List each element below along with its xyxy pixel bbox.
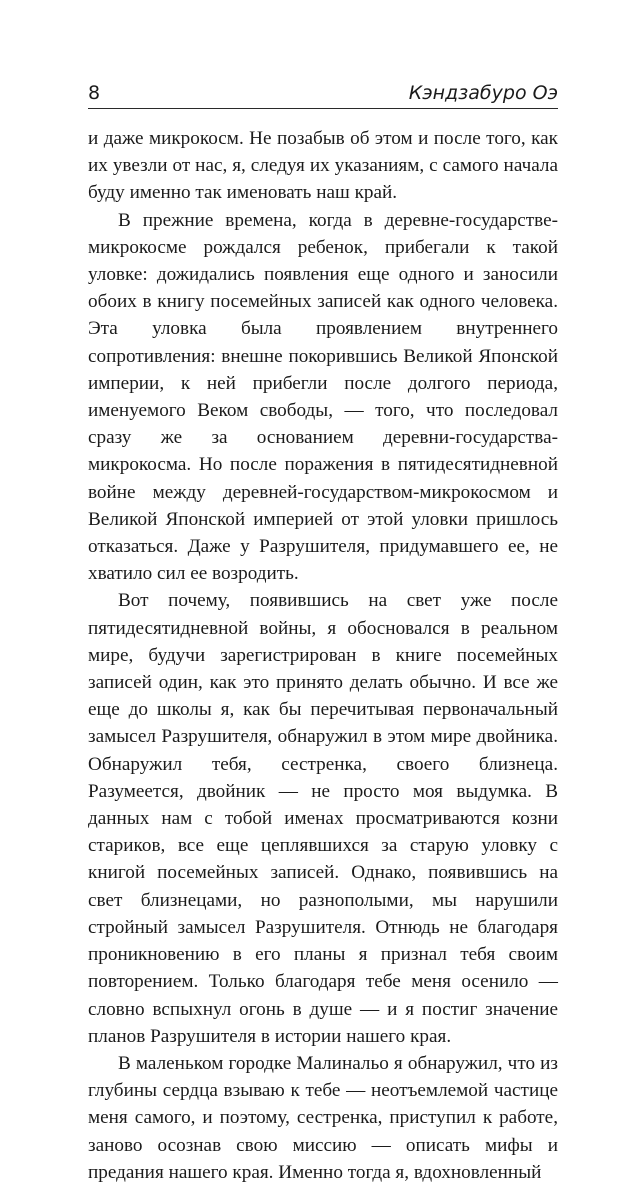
- body-text: [88, 125, 558, 1186]
- paragraph-4: В маленьком городке Малинальо я обнаружил, что из глубины сердца взываю к тебе — неотъемлемой частице меня самого, и поэтому, сестренка, приступил к работе, заново осознав свою миссию — описать мифы и предания нашего края. Именно тогда я, вдохновленный: [88, 1052, 558, 1183]
- paragraph-3: Вот почему, появившись на свет уже после пятидесятидневной войны, я обосновался в реальном мире, будучи зарегистрирован в книге посемейных записей один, как это принято делать обычно. И все же еще до школы я, как бы перечитывая первоначальный замысел Разрушителя, обнаружил в этом мире двойника. Обнаружил тебя, сестренка, своего близнеца. Разумеется, двойник — не просто моя выдумка. В данных нам с тобой именах просматриваются козни стариков, все еще цеплявшихся за старую уловку с книгой посемейных записей. Однако, появившись на свет близнецами, но разнополыми, мы нарушили стройный замысел Разрушителя. Отнюдь не благодаря проникновению в его планы я признал тебя своим повторением. Только благодаря тебе меня осенило — словно вспыхнул огонь в душе — и я постиг значение планов Разрушителя в истории нашего края.: [88, 590, 558, 1047]
- paragraph-1: и даже микрокосм. Не позабыв об этом и после того, как их увезли от нас, я, следуя их указаниям, с самого начала буду именно так именовать наш край.: [88, 128, 558, 204]
- author-name: Кэндзабуро Оэ: [408, 82, 558, 104]
- running-head: [88, 78, 558, 109]
- page-number: 8: [88, 82, 101, 104]
- book-page: [88, 78, 558, 1186]
- paragraph-2: В прежние времена, когда в деревне-государстве-микрокосме рождался ребенок, прибегали к такой уловке: дожидались появления еще одного и заносили обоих в книгу посемейных записей как одного человека. Эта уловка была проявлением внутреннего сопротивления: внешне покорившись Великой Японской империи, к ней прибегли после долгого периода, именуемого Веком свободы, — того, что последовал сразу же за основанием деревни-государства-микрокосма. Но после поражения в пятидесятидневной войне между деревней-государством-микрокосмом и Великой Японской империей от этой уловки пришлось отказаться. Даже у Разрушителя, придумавшего ее, не хватило сил ее возродить.: [88, 209, 558, 585]
